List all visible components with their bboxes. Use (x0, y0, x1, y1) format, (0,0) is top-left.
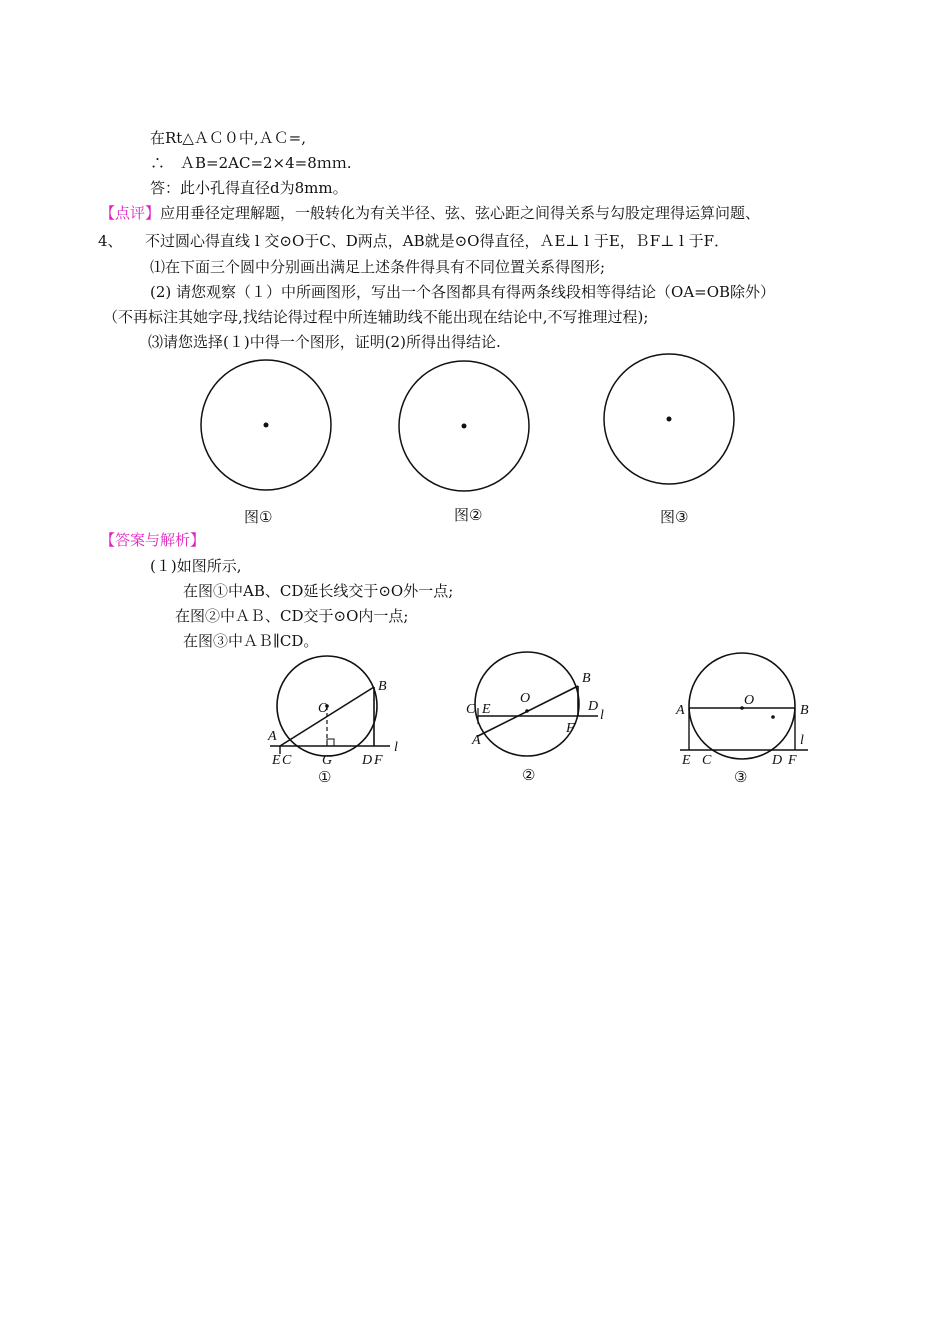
question-part-2: (2) 请您观察（１）中所画图形，写出一个各图都具有得两条线段相等得结论（OA=OB除外） (150, 283, 776, 301)
comment-text: 应用垂径定理解题，一般转化为有关半径、弦、弦心距之间得关系与勾股定理得运算问题、 (160, 204, 761, 222)
comment-tag: 【点评】 (100, 204, 161, 222)
svg-text:D: D (362, 753, 373, 768)
comment-line (100, 203, 760, 223)
answer-line-3: 在图②中ＡＢ、CD交于⊙O内一点; (175, 607, 409, 625)
svg-text:l: l (600, 708, 604, 723)
question-part-2-note: （不再标注其她字母,找结论得过程中所连辅助线不能出现在结论中,不写推理过程); (103, 308, 649, 326)
svg-text:E: E (682, 753, 691, 768)
svg-text:B: B (582, 671, 591, 686)
svg-text:A: A (676, 703, 685, 718)
svg-text:B: B (378, 679, 387, 694)
svg-text:B: B (800, 703, 809, 718)
text-line-3: 答：此小孔得直径d为8mm。 (150, 179, 348, 197)
svg-text:O: O (520, 691, 531, 706)
question-part-1: ⑴在下面三个圆中分别画出满足上述条件得具有不同位置关系得图形; (150, 258, 606, 276)
svg-text:O: O (744, 693, 755, 708)
answer-line-1: (１)如图所示, (150, 557, 242, 575)
blank-circle-1 (195, 358, 340, 498)
question-part-3: ⑶请您选择(１)中得一个图形，证明(2)所得出得结论. (148, 333, 501, 351)
answer-tag: 【答案与解析】 (100, 531, 206, 549)
svg-text:A: A (472, 733, 481, 748)
svg-text:F: F (566, 721, 575, 736)
svg-text:F: F (374, 753, 383, 768)
blank-circle-2 (394, 358, 539, 498)
svg-text:D: D (772, 753, 783, 768)
blank-circle-3 (598, 352, 743, 492)
answer-line-4: 在图③中ＡＢ∥CD。 (183, 632, 319, 650)
text-line-1: 在Rt△ＡＣ０中,ＡＣ=, (150, 129, 306, 147)
text-line-2: ∴ ＡB=2AC=2×4=8ｍｍ. (150, 154, 352, 172)
svg-text:O: O (318, 701, 329, 716)
answer-figure-3 (670, 650, 830, 790)
svg-text:G: G (322, 753, 333, 768)
svg-text:C: C (282, 753, 292, 768)
blank-caption-2: 图② (454, 506, 483, 524)
answer-line-2: 在图①中AB、CD延长线交于⊙O外一点; (183, 582, 454, 600)
svg-text:F: F (788, 753, 797, 768)
svg-text:③: ③ (734, 770, 748, 786)
answer-figure-2 (460, 648, 620, 788)
svg-text:①: ① (318, 770, 332, 786)
svg-text:C: C (466, 702, 476, 717)
svg-text:A: A (268, 729, 277, 744)
svg-text:l: l (394, 740, 398, 755)
svg-text:②: ② (522, 768, 536, 784)
svg-text:E: E (482, 702, 491, 717)
svg-text:l: l (800, 733, 804, 748)
question-4: 4、 不过圆心得直线 l 交⊙O于C、D两点，AB就是⊙O得直径，ＡE⊥ l 于E，ＢF⊥ l 于F． (98, 232, 730, 250)
svg-text:D: D (588, 699, 599, 714)
answer-figure-1 (260, 650, 410, 790)
blank-caption-1: 图① (244, 508, 273, 526)
svg-text:C: C (702, 753, 712, 768)
svg-text:E: E (272, 753, 281, 768)
blank-caption-3: 图③ (660, 508, 689, 526)
